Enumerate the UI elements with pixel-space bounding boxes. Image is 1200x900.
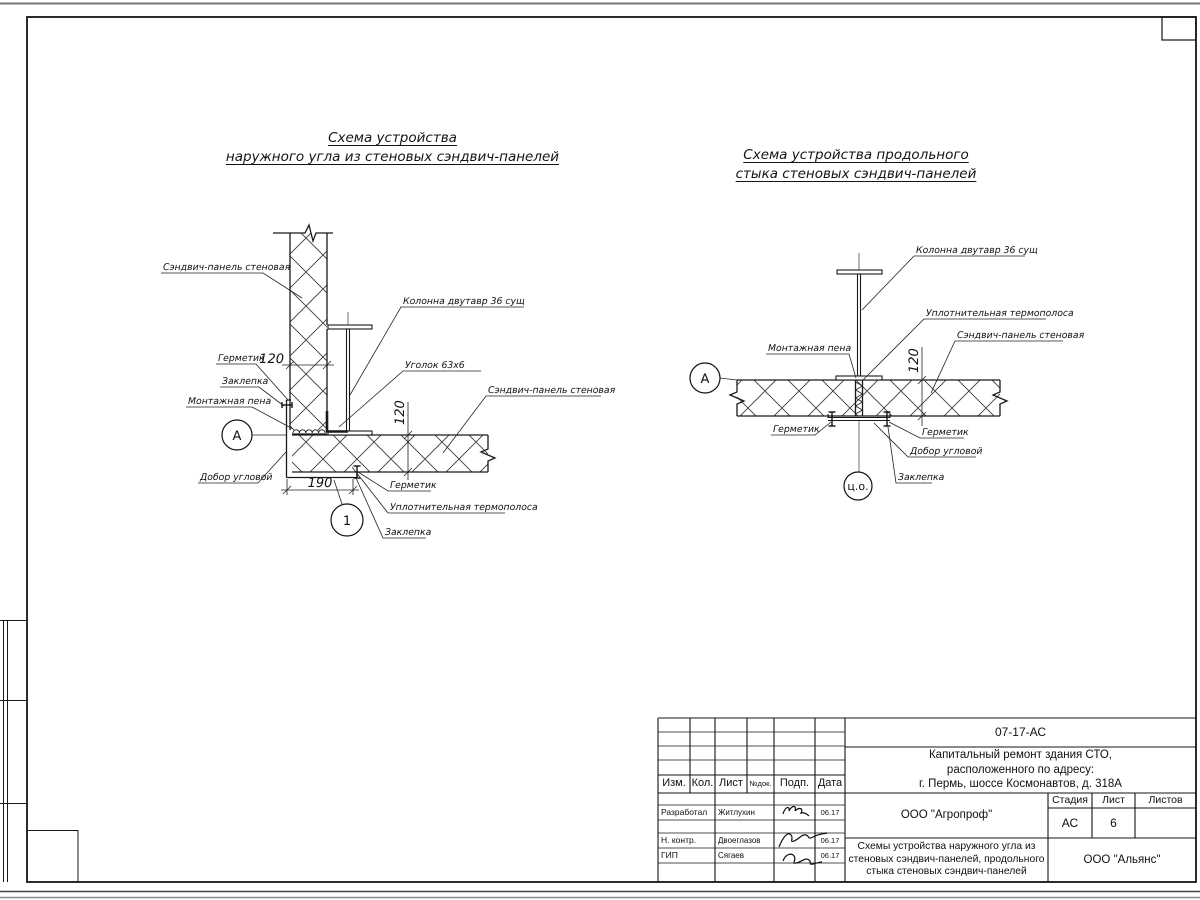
doc-title-line3: стыка стеновых сэндвич-панелей bbox=[866, 866, 1027, 878]
label-thermo-strip: Уплотнительная термополоса bbox=[390, 502, 538, 513]
org-designer: ООО "Агропроф" bbox=[900, 809, 993, 822]
label-sealant: Герметик bbox=[218, 353, 265, 364]
node-marker-a bbox=[690, 363, 737, 393]
i-beam-column bbox=[836, 270, 882, 380]
label-sealant-left: Герметик bbox=[773, 424, 820, 435]
label-corner-trim: Добор угловой bbox=[200, 472, 273, 483]
signer-date: 06.17 bbox=[820, 835, 840, 845]
label-rivet: Заклепка bbox=[898, 472, 945, 483]
col-header-kol: Кол. bbox=[691, 777, 714, 790]
signer-date: 06.17 bbox=[820, 850, 840, 860]
signer-role: Н. контр. bbox=[661, 835, 697, 846]
signer-role: ГИП bbox=[661, 850, 678, 861]
foam-squiggle bbox=[293, 430, 325, 433]
label-foam: Монтажная пена bbox=[768, 343, 852, 354]
project-line1: Капитальный ремонт здания СТО, bbox=[928, 749, 1113, 762]
document-code: 07-17-АС bbox=[994, 725, 1047, 739]
left-title-line2: наружного угла из стеновых сэндвич-панелей bbox=[225, 149, 560, 165]
signer-name: Двоеглазов bbox=[718, 835, 761, 845]
dim-panel-height: 120 bbox=[907, 348, 922, 373]
i-beam-column bbox=[328, 325, 372, 435]
svg-text:А: А bbox=[700, 372, 710, 387]
left-diagram bbox=[161, 225, 616, 538]
sheets-value bbox=[1135, 808, 1196, 838]
signature-zhitlukhin bbox=[783, 807, 809, 817]
label-panel-wall: Сэндвич-панель стеновая bbox=[957, 330, 1085, 341]
sheet-value: 6 bbox=[1110, 815, 1117, 830]
right-title-line2: стыка стеновых сэндвич-панелей bbox=[735, 166, 977, 182]
label-thermo-strip: Уплотнительная термополоса bbox=[926, 308, 1074, 319]
stage-header: Стадия bbox=[1052, 793, 1088, 806]
signer-name: Сягаев bbox=[718, 850, 744, 860]
wall-panel bbox=[737, 380, 1000, 416]
sheets-header: Листов bbox=[1148, 793, 1183, 806]
label-rivet-2: Заклепка bbox=[385, 527, 432, 538]
signer-role: Разработал bbox=[661, 807, 708, 818]
svg-text:1: 1 bbox=[342, 514, 352, 529]
center-marker bbox=[844, 472, 872, 500]
label-sealant-2: Герметик bbox=[390, 480, 437, 491]
right-title-line1: Схема устройства продольного bbox=[743, 147, 969, 163]
svg-text:А: А bbox=[232, 429, 242, 444]
dim-corner-width: 190 bbox=[307, 476, 333, 491]
project-line2: расположенного по адресу: bbox=[946, 763, 1095, 776]
col-header-list: Лист bbox=[719, 777, 743, 790]
label-rivet: Заклепка bbox=[222, 376, 269, 387]
label-angle: Уголок 63х6 bbox=[405, 360, 465, 371]
label-panel-wall-2: Сэндвич-панель стеновая bbox=[488, 385, 616, 396]
signer-name: Житлухин bbox=[718, 807, 755, 817]
col-header-podp: Подп. bbox=[779, 777, 810, 790]
right-diagram bbox=[690, 245, 1085, 500]
col-header-data: Дата bbox=[817, 777, 843, 790]
sheet-header: Лист bbox=[1102, 793, 1125, 806]
label-sealant-right: Герметик bbox=[922, 427, 969, 438]
wall-panel-vertical bbox=[290, 233, 327, 430]
label-panel-wall: Сэндвич-панель стеновая bbox=[163, 262, 291, 273]
label-column: Колонна двутавр 36 сущ bbox=[916, 245, 1038, 256]
wall-panel-horizontal bbox=[292, 435, 488, 472]
svg-text:ц.о.: ц.о. bbox=[847, 480, 869, 493]
left-title-line1: Схема устройства bbox=[328, 130, 457, 146]
doc-title-line1: Схемы устройства наружного угла из bbox=[857, 840, 1036, 852]
right-diagram-title bbox=[700, 146, 1012, 184]
project-name bbox=[845, 747, 1196, 793]
detail-marker-1 bbox=[331, 480, 363, 536]
dim-panel-width: 120 bbox=[259, 352, 284, 367]
col-header-ndok: №док. bbox=[749, 779, 772, 789]
col-header-izm: Изм. bbox=[662, 777, 686, 790]
org-customer: ООО "Альянс" bbox=[1083, 853, 1161, 866]
label-column: Колонна двутавр 36 сущ bbox=[403, 296, 525, 307]
label-foam: Монтажная пена bbox=[188, 396, 272, 407]
dim-panel-height: 120 bbox=[393, 400, 408, 425]
doc-title-line2: стеновых сэндвич-панелей, продольного bbox=[848, 853, 1045, 865]
label-corner-trim: Добор угловой bbox=[910, 446, 983, 457]
copy-number-box bbox=[1162, 17, 1196, 40]
doc-title bbox=[845, 838, 1048, 882]
project-line3: г. Пермь, шоссе Космонавтов, д. 318А bbox=[919, 778, 1122, 791]
left-margin-table bbox=[0, 620, 78, 882]
left-diagram-title bbox=[200, 129, 585, 167]
stage-value: АС bbox=[1061, 815, 1079, 830]
signer-date: 06.17 bbox=[820, 807, 840, 817]
node-marker-a bbox=[222, 420, 286, 450]
